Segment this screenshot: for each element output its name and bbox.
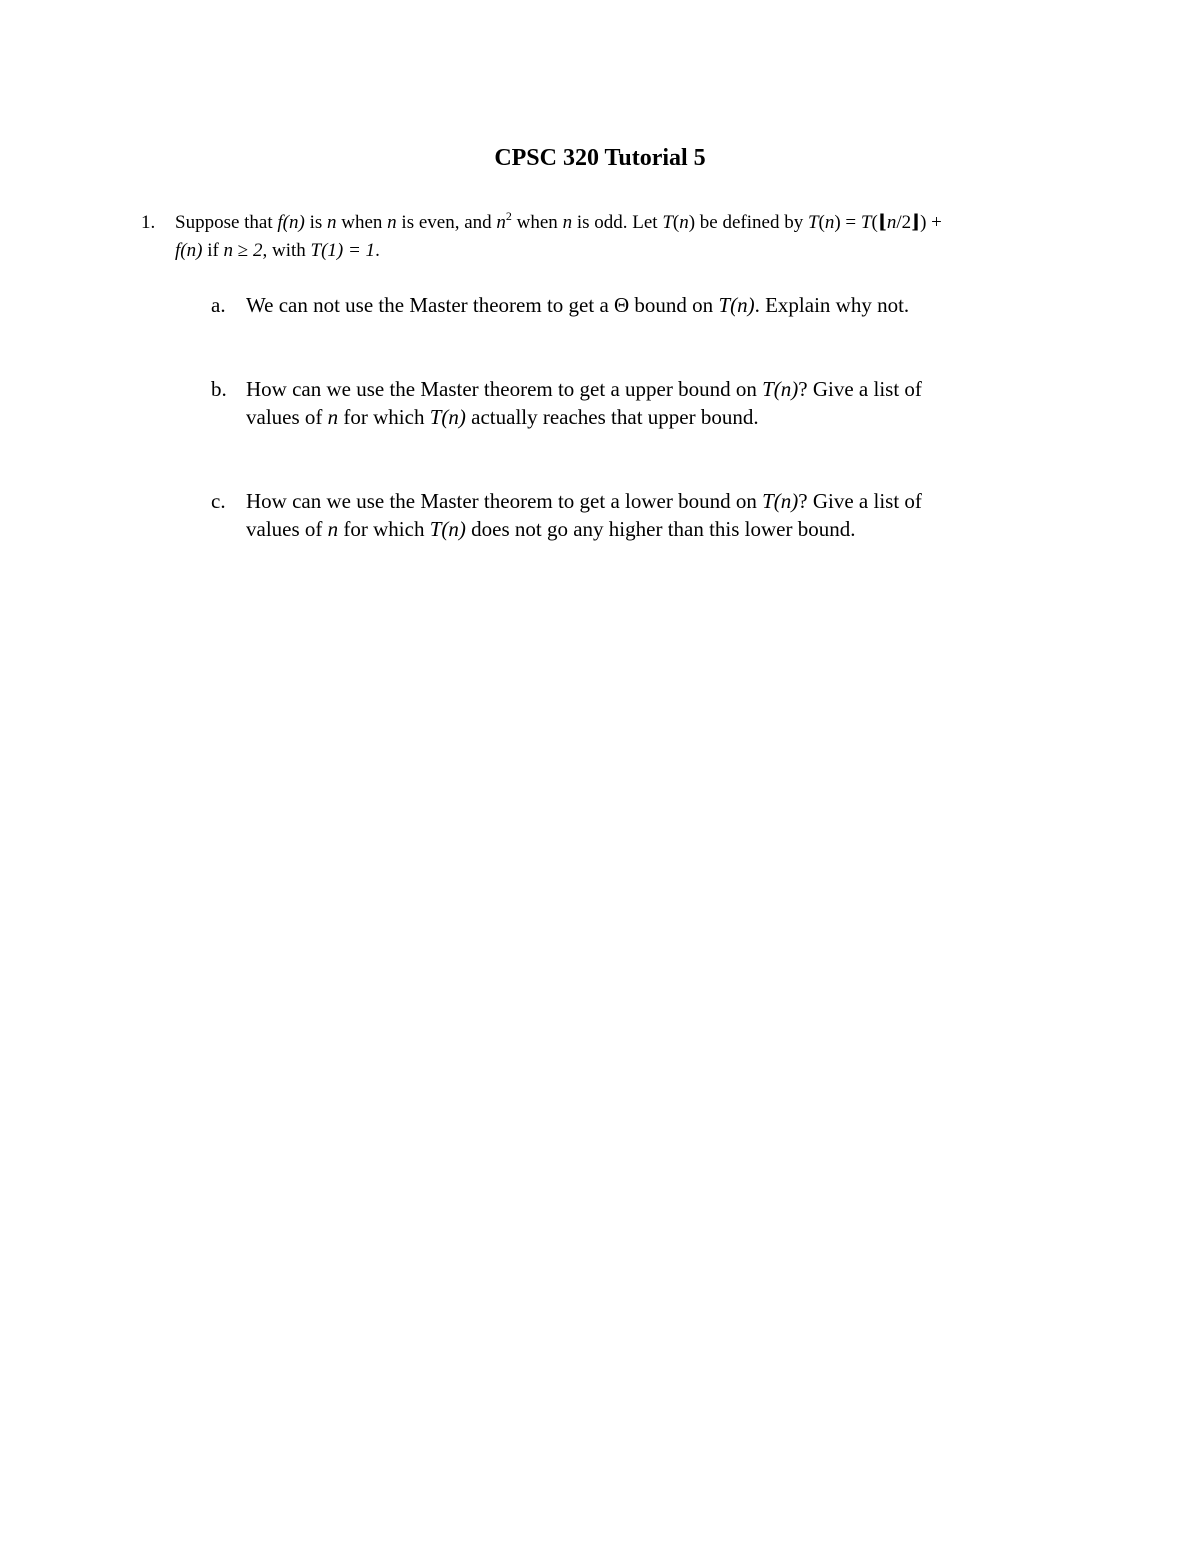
q-text-segment: ) be defined by (688, 212, 808, 233)
part-math-Tn: T(n) (718, 293, 755, 317)
floor-left-symbol: ⌊ (877, 212, 887, 233)
q-text-segment: ≥ (233, 240, 253, 261)
document-title: CPSC 320 Tutorial 5 (494, 145, 706, 171)
q-math-n: n (886, 212, 897, 233)
part-math-Tn: T(n) (429, 517, 466, 541)
q-text-segment: when (511, 212, 563, 233)
q-math-n: n (496, 212, 506, 233)
q-text-segment: Suppose that (175, 212, 278, 233)
q-text-segment: , with (262, 240, 311, 261)
part-math-n: n (327, 517, 339, 541)
q-math-n: n (223, 240, 234, 261)
part-text-segment: How can we use the Master theorem to get a upper bound on (246, 377, 763, 401)
q-math-exponent: 2 (505, 209, 512, 223)
q-math-fn: f(n) (277, 212, 305, 233)
q-math-n: n (387, 212, 397, 233)
q-math-T: T (807, 212, 819, 233)
q-text-segment: is odd. Let (572, 212, 663, 233)
part-text-segment: for which (338, 517, 430, 541)
part-text-segment: for which (338, 405, 430, 429)
question-line-1 (175, 209, 1055, 237)
part-text-segment: ? Give a list of (798, 377, 922, 401)
part-text-segment: does not go any higher than this lower bound. (465, 517, 856, 541)
q-text-segment: . (375, 240, 380, 261)
q-math-fn: f(n) (175, 240, 203, 261)
part-b-text (246, 375, 1046, 431)
q-text-segment: if (202, 240, 224, 261)
q-text-segment: is even, and (396, 212, 497, 233)
q-text-segment: ( (818, 212, 825, 233)
part-text-segment: values of (246, 517, 328, 541)
part-text-segment: How can we use the Master theorem to get a lower bound on (246, 489, 763, 513)
question-number: 1. (141, 212, 156, 233)
part-c-line-2 (246, 515, 1046, 543)
q-math-two: 2 (252, 240, 263, 261)
question-text (175, 209, 1055, 265)
part-b-line-1 (246, 375, 1046, 403)
part-b-letter: b. (211, 377, 227, 401)
part-text-segment: ? Give a list of (798, 489, 922, 513)
q-math-n: n (679, 212, 689, 233)
floor-right-symbol: ⌋ (911, 212, 921, 233)
q-math-n: n (327, 212, 337, 233)
part-c-letter: c. (211, 489, 226, 513)
q-text-segment: ( (672, 212, 680, 233)
part-c-text (246, 487, 1046, 543)
part-a-letter: a. (211, 293, 226, 317)
q-text-segment: ) + (920, 212, 942, 233)
q-math-n: n (824, 212, 835, 233)
part-text-segment: actually reaches that upper bound. (465, 405, 759, 429)
part-a-text (246, 291, 1046, 319)
question-line-2 (175, 237, 1055, 265)
q-text-segment: when (336, 212, 388, 233)
part-c-line-1 (246, 487, 1046, 515)
part-math-Tn: T(n) (762, 489, 799, 513)
part-b-line-2 (246, 403, 1046, 431)
q-text-segment: /2 (896, 212, 912, 233)
part-math-Tn: T(n) (762, 377, 799, 401)
q-text-segment: ) = (834, 212, 861, 233)
q-math-T: T (662, 212, 673, 233)
q-text-segment: ( (871, 212, 878, 233)
part-a-line-1 (246, 291, 1046, 319)
part-math-Tn: T(n) (429, 405, 466, 429)
part-text-segment: values of (246, 405, 328, 429)
part-math-n: n (327, 405, 339, 429)
q-math-base-case: T(1) = 1 (310, 240, 376, 261)
part-text-segment: We can not use the Master theorem to get a Θ bound on (246, 293, 719, 317)
q-text-segment: is (304, 212, 328, 233)
part-text-segment: . Explain why not. (754, 293, 910, 317)
q-math-n: n (562, 212, 573, 233)
q-math-T: T (860, 212, 872, 233)
